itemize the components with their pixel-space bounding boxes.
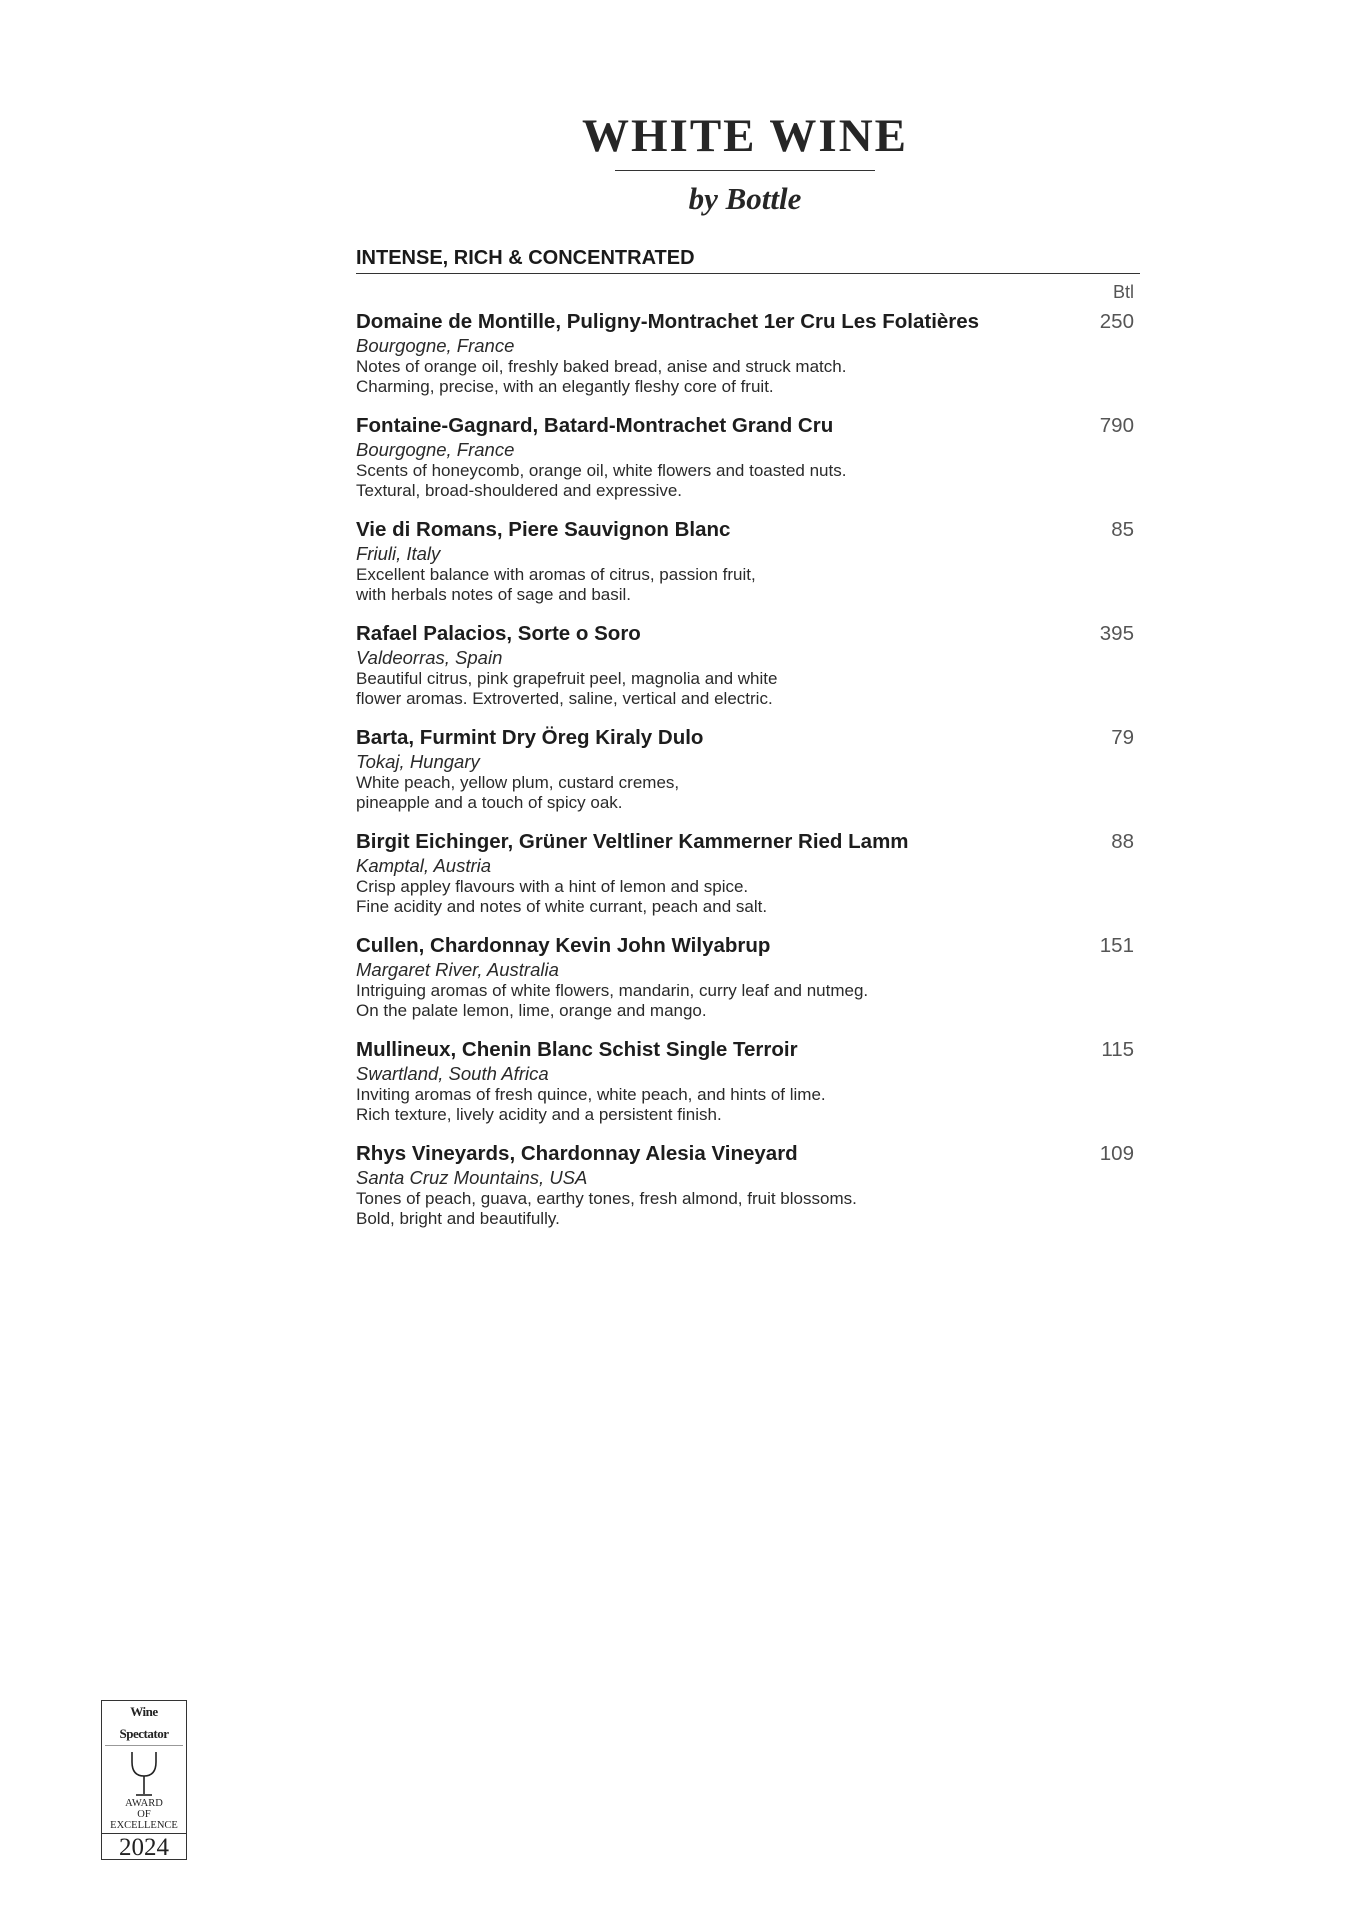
wine-tasting-note: Inviting aromas of fresh quince, white peach, and hints of lime.: [356, 1085, 826, 1104]
wine-tasting-note: Crisp appley flavours with a hint of lemon and spice.: [356, 877, 749, 896]
wine-price: 250: [1099, 310, 1134, 333]
wine-name: Rhys Vineyards, Chardonnay Alesia Vineyard: [356, 1142, 798, 1165]
wine-region: Santa Cruz Mountains, USA: [356, 1167, 588, 1188]
wine-tasting-note: Notes of orange oil, freshly baked bread, anise and struck match.: [356, 357, 847, 376]
wine-region: Valdeorras, Spain: [356, 647, 503, 668]
wine-tasting-note: White peach, yellow plum, custard cremes,: [356, 773, 680, 792]
page-subtitle: by Bottle: [688, 181, 802, 216]
wine-name: Barta, Furmint Dry Öreg Kiraly Dulo: [356, 726, 704, 749]
wine-tasting-note: Bold, bright and beautifully.: [356, 1209, 560, 1228]
wine-price: 790: [1099, 414, 1134, 437]
wine-list: [356, 310, 1140, 1246]
wine-entry: [356, 934, 1140, 1038]
badge-award-line3: EXCELLENCE: [110, 1820, 178, 1831]
price-column-header: Btl: [1112, 282, 1134, 302]
wine-price: 79: [1111, 726, 1134, 749]
wine-name: Rafael Palacios, Sorte o Soro: [356, 622, 641, 645]
wine-price: 151: [1099, 934, 1134, 957]
wine-tasting-note: Tones of peach, guava, earthy tones, fresh almond, fruit blossoms.: [356, 1189, 857, 1208]
wine-price: 395: [1099, 622, 1134, 645]
award-badge: [101, 1700, 187, 1860]
wine-entry: [356, 310, 1140, 414]
wine-region: Friuli, Italy: [356, 543, 441, 564]
wine-entry: [356, 726, 1140, 830]
wine-tasting-note: with herbals notes of sage and basil.: [356, 585, 632, 604]
wine-entry: [356, 830, 1140, 934]
wine-price: 88: [1111, 830, 1134, 853]
wine-region: Bourgogne, France: [356, 439, 515, 460]
wine-tasting-note: flower aromas. Extroverted, saline, vertical and electric.: [356, 689, 773, 708]
wine-name: Cullen, Chardonnay Kevin John Wilyabrup: [356, 934, 771, 957]
wine-tasting-note: Fine acidity and notes of white currant, peach and salt.: [356, 897, 768, 916]
wine-tasting-note: Charming, precise, with an elegantly fleshy core of fruit.: [356, 377, 774, 396]
wine-tasting-note: Textural, broad-shouldered and expressive.: [356, 481, 683, 500]
wine-name: Birgit Eichinger, Grüner Veltliner Kammerner Ried Lamm: [356, 830, 909, 853]
wine-region: Margaret River, Australia: [356, 959, 559, 980]
title-divider: [615, 170, 875, 171]
wine-region: Bourgogne, France: [356, 335, 515, 356]
wine-price: 85: [1111, 518, 1134, 541]
wine-name: Mullineux, Chenin Blanc Schist Single Terroir: [356, 1038, 798, 1061]
wine-price: 115: [1101, 1038, 1134, 1061]
wine-name: Domaine de Montille, Puligny-Montrachet 1er Cru Les Folatières: [356, 310, 980, 333]
wine-entry: [356, 1142, 1140, 1246]
wine-entry: [356, 414, 1140, 518]
wine-tasting-note: On the palate lemon, lime, orange and mango.: [356, 1001, 707, 1020]
wine-section: [356, 244, 1140, 1246]
wine-tasting-note: Excellent balance with aromas of citrus, passion fruit,: [356, 565, 756, 584]
wine-tasting-note: Scents of honeycomb, orange oil, white flowers and toasted nuts.: [356, 461, 847, 480]
wine-tasting-note: Intriguing aromas of white flowers, mandarin, curry leaf and nutmeg.: [356, 981, 869, 1000]
badge-award-line2: OF: [137, 1809, 151, 1820]
wine-glass-icon: [126, 1750, 162, 1798]
wine-tasting-note: Beautiful citrus, pink grapefruit peel, magnolia and white: [356, 669, 778, 688]
page-title: WHITE WINE: [581, 110, 909, 162]
wine-tasting-note: pineapple and a touch of spicy oak.: [356, 793, 623, 812]
wine-entry: [356, 622, 1140, 726]
section-heading: INTENSE, RICH & CONCENTRATED: [356, 247, 695, 269]
wine-region: Kamptal, Austria: [356, 855, 492, 876]
badge-year: 2024: [102, 1833, 186, 1862]
page-header: [560, 108, 930, 219]
section-divider: [356, 273, 1140, 274]
wine-tasting-note: Rich texture, lively acidity and a persistent finish.: [356, 1105, 722, 1124]
wine-price: 109: [1099, 1142, 1134, 1165]
wine-region: Tokaj, Hungary: [356, 751, 480, 772]
wine-entry: [356, 1038, 1140, 1142]
wine-region: Swartland, South Africa: [356, 1063, 549, 1084]
badge-brand: Wine Spectator: [105, 1701, 183, 1746]
wine-name: Fontaine-Gagnard, Batard-Montrachet Grand Cru: [356, 414, 834, 437]
wine-name: Vie di Romans, Piere Sauvignon Blanc: [356, 518, 731, 541]
badge-award-line1: AWARD: [125, 1798, 163, 1809]
wine-entry: [356, 518, 1140, 622]
